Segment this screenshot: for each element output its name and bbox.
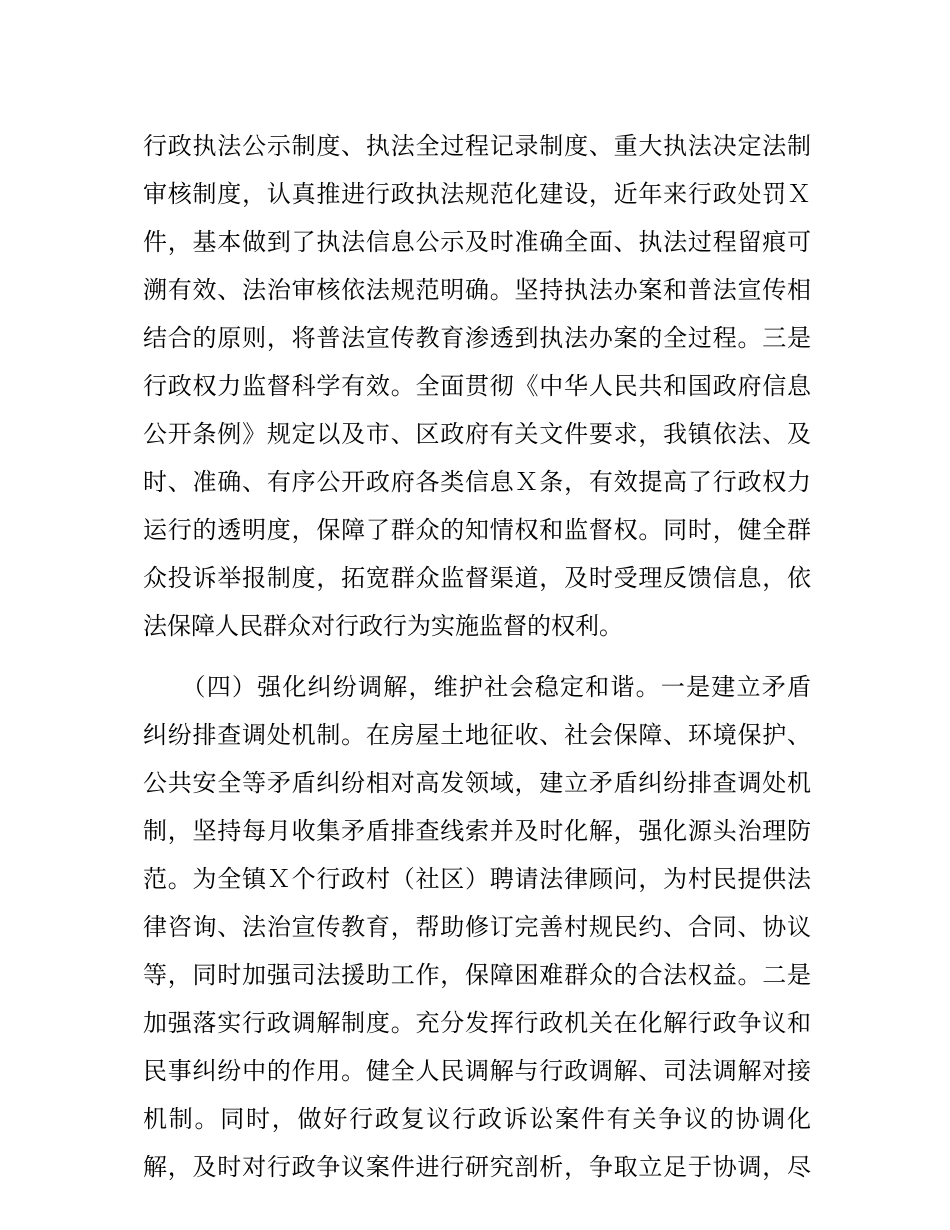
text-line: 律咨询、法治宣传教育，帮助修订完善村规民约、合同、协议 [143, 913, 811, 941]
text-line: 制，坚持每月收集矛盾排查线索并及时化解，强化源头治理防 [143, 817, 811, 845]
text-line: 加强落实行政调解制度。充分发挥行政机关在化解行政争议和 [143, 1009, 811, 1037]
text-line: 行政权力监督科学有效。全面贯彻《中华人民共和国政府信息 [143, 372, 811, 400]
text-line: （四）强化纠纷调解，维护社会稳定和谐。一是建立矛盾 [143, 673, 811, 701]
text-line: 纠纷排查调处机制。在房屋土地征收、社会保障、环境保护、 [143, 721, 811, 749]
paragraph-1 [143, 122, 811, 650]
text-line: 范。为全镇Ｘ个行政村（社区）聘请法律顾问，为村民提供法 [143, 865, 811, 893]
text-line: 民事纠纷中的作用。健全人民调解与行政调解、司法调解对接 [143, 1057, 811, 1085]
text-line: 众投诉举报制度，拓宽群众监督渠道，及时受理反馈信息，依 [143, 564, 811, 592]
document-body [143, 122, 811, 1191]
text-line: 等，同时加强司法援助工作，保障困难群众的合法权益。二是 [143, 961, 811, 989]
paragraph-2 [143, 663, 811, 1191]
text-line: 溯有效、法治审核依法规范明确。坚持执法办案和普法宣传相 [143, 276, 811, 304]
text-line: 时、准确、有序公开政府各类信息Ｘ条，有效提高了行政权力 [143, 468, 811, 496]
text-line: 解，及时对行政争议案件进行研究剖析，争取立足于协调，尽 [143, 1153, 811, 1181]
text-line: 件，基本做到了执法信息公示及时准确全面、执法过程留痕可 [143, 228, 811, 256]
text-line: 机制。同时，做好行政复议行政诉讼案件有关争议的协调化 [143, 1105, 811, 1133]
text-line: 公共安全等矛盾纠纷相对高发领域，建立矛盾纠纷排查调处机 [143, 769, 811, 797]
text-line: 公开条例》规定以及市、区政府有关文件要求，我镇依法、及 [143, 420, 811, 448]
text-line: 审核制度，认真推进行政执法规范化建设，近年来行政处罚Ｘ [143, 180, 811, 208]
text-line: 结合的原则，将普法宣传教育渗透到执法办案的全过程。三是 [143, 324, 811, 352]
text-line: 行政执法公示制度、执法全过程记录制度、重大执法决定法制 [143, 132, 811, 160]
text-line: 法保障人民群众对行政行为实施监督的权利。 [143, 612, 623, 640]
text-line: 运行的透明度，保障了群众的知情权和监督权。同时，健全群 [143, 516, 811, 544]
